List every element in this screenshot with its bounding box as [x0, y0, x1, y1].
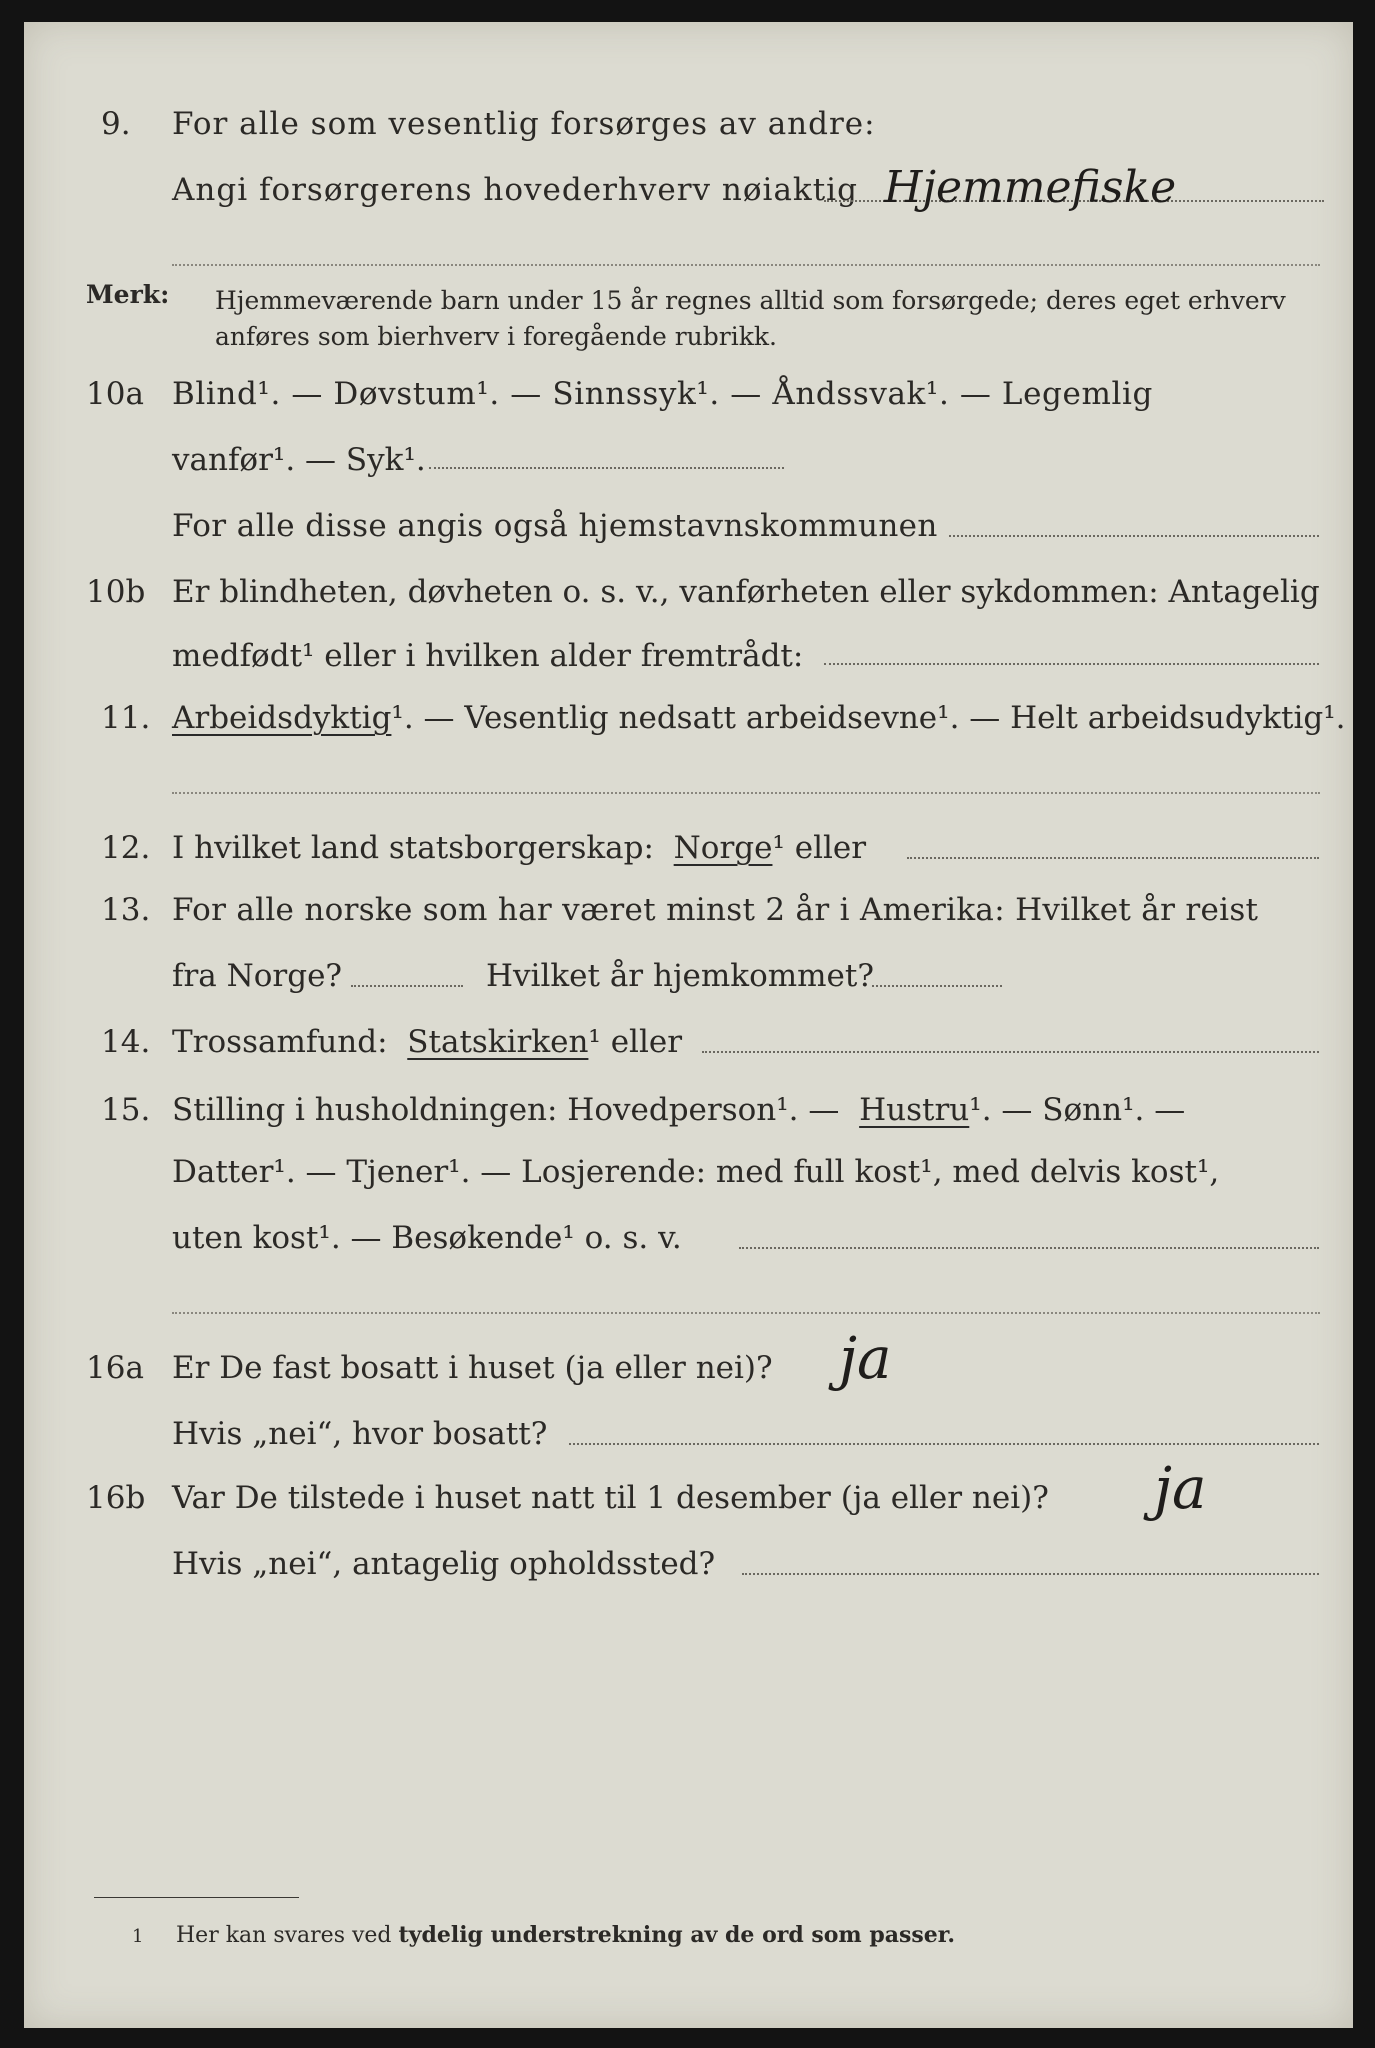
q13-line1: For alle norske som har været minst 2 år i Amerika: Hvilket år reist	[172, 892, 1259, 928]
q11-arbeidsdyktig-option[interactable]: Arbeidsdyktig	[172, 700, 392, 736]
q9-handwritten-answer: Hjemmefiske	[884, 162, 1177, 213]
q10a-hjemstavn-line	[949, 535, 1319, 537]
q11-extra-line	[172, 792, 1320, 794]
footnote-divider	[94, 1897, 299, 1898]
q16a-bosatt-line	[569, 1443, 1319, 1445]
q10b-number: 10b	[86, 574, 146, 610]
q10a-line1: Blind¹. — Døvstum¹. — Sinnssyk¹. — Åndssvak¹. — Legemlig	[172, 376, 1153, 412]
q13-reist-line	[351, 985, 463, 987]
merk-label: Merk:	[86, 280, 170, 309]
q10b-answer-line	[824, 663, 1319, 665]
footnote-text-a: Her kan svares ved	[176, 1923, 392, 1948]
q11-line	[172, 698, 1346, 738]
footnote-text	[176, 1918, 955, 1953]
q16b-line1: Var De tilstede i huset natt til 1 desember (ja eller nei)?	[172, 1480, 1049, 1516]
q13-hjemkommet-line	[872, 985, 1002, 987]
q9-extra-line	[172, 264, 1320, 266]
footnote-text-b: tydelig understrekning av de ord som passer.	[398, 1922, 956, 1948]
q13-number: 13.	[101, 892, 151, 928]
q11-number: 11.	[101, 700, 151, 736]
q16a-handwritten-answer: ja	[839, 1324, 892, 1392]
q16b-handwritten-answer: ja	[1154, 1454, 1207, 1522]
q9-line1: For alle som vesentlig forsørges av andre:	[172, 106, 876, 142]
q14-statskirken-option[interactable]: Statskirken	[407, 1024, 589, 1060]
q15-line1a: Stilling i husholdningen: Hovedperson¹. —	[172, 1092, 840, 1128]
footnote-mark: 1	[132, 1926, 144, 1947]
q15-line2: Datter¹. — Tjener¹. — Losjerende: med full kost¹, med delvis kost¹,	[172, 1154, 1220, 1190]
q14-prefix: Trossamfund:	[172, 1024, 388, 1060]
q10b-line2: medfødt¹ eller i hvilken alder fremtrådt:	[172, 638, 804, 674]
q12-line	[172, 828, 866, 868]
q13-line2a: fra Norge?	[172, 958, 343, 994]
q9-line2: Angi forsørgerens hovederhverv nøiaktig	[172, 172, 858, 208]
q16b-opholdssted-line	[742, 1573, 1319, 1575]
q15-line1b: ¹. — Sønn¹. —	[969, 1092, 1186, 1128]
q10a-line3: For alle disse angis også hjemstavnskommunen	[172, 508, 938, 544]
q9-number: 9.	[101, 106, 131, 142]
q14-number: 14.	[101, 1024, 151, 1060]
q15-number: 15.	[101, 1092, 151, 1128]
q12-number: 12.	[101, 830, 151, 866]
q16b-number: 16b	[86, 1480, 146, 1516]
census-form-page	[24, 22, 1353, 2028]
q12-prefix: I hvilket land statsborgerskap:	[172, 830, 654, 866]
q16a-line2: Hvis „nei“, hvor bosatt?	[172, 1416, 548, 1452]
q16a-number: 16a	[86, 1350, 144, 1386]
q14-answer-line	[702, 1051, 1319, 1053]
q11-rest: ¹. — Vesentlig nedsatt arbeidsevne¹. — Helt arbeidsudyktig¹.	[391, 700, 1346, 736]
merk-line1: Hjemmeværende barn under 15 år regnes alltid som forsørgede; deres eget erhverv	[215, 286, 1286, 315]
q12-suffix: ¹ eller	[772, 830, 867, 866]
q15-line1	[172, 1090, 1185, 1130]
q10a-line2: vanfør¹. — Syk¹.	[172, 442, 426, 478]
q12-answer-line	[907, 857, 1319, 859]
q12-norge-option[interactable]: Norge	[673, 830, 773, 866]
q15-extra-line	[172, 1312, 1320, 1314]
q15-answer-line	[739, 1247, 1319, 1249]
q16a-line1: Er De fast bosatt i huset (ja eller nei)?	[172, 1350, 773, 1386]
q10a-syk-line	[429, 467, 784, 469]
q14-line	[172, 1022, 682, 1062]
q15-hustru-option[interactable]: Hustru	[859, 1092, 970, 1128]
q16b-line2: Hvis „nei“, antagelig opholdssted?	[172, 1546, 716, 1582]
q14-suffix: ¹ eller	[588, 1024, 683, 1060]
q13-line2b: Hvilket år hjemkommet?	[486, 958, 874, 994]
q10a-number: 10a	[86, 376, 144, 412]
q15-line3: uten kost¹. — Besøkende¹ o. s. v.	[172, 1220, 682, 1256]
q10b-line1: Er blindheten, døvheten o. s. v., vanførheten eller sykdommen: Antagelig	[172, 574, 1320, 610]
merk-line2: anføres som bierhverv i foregående rubrikk.	[215, 322, 777, 351]
